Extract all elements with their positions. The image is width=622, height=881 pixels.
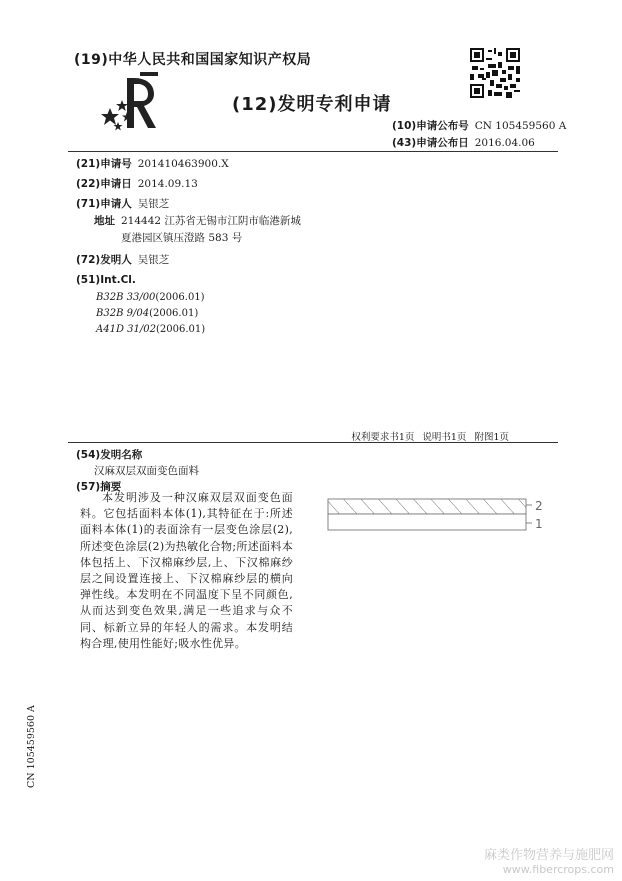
abstract-paragraph: 本发明涉及一种汉麻双层双面变色面料。它包括面料本体(1),其特征在于:所述面料本体(1)的表面涂有一层变色涂层(2),所述变色涂层(2)为热敏化合物;所述面料本体包括上、下汉棉麻纱层,上、下汉棉麻纱层之间设置连接上、下汉棉麻纱层的横向弹性线。本发明在不同温度下呈不同颜色,从而达到变色效果,满足一些追求与众不同、标新立异的年轻人的需求。本发明结构合理,使用性能好;吸水性优异。 bbox=[80, 491, 293, 650]
ipc-code: B32B 9/04 bbox=[96, 308, 150, 319]
ipc-version: (2006.01) bbox=[155, 324, 206, 335]
fabric-cross-section-figure bbox=[300, 490, 550, 540]
publication-date: 2016.04.06 bbox=[474, 137, 535, 149]
application-number-row bbox=[76, 156, 229, 171]
ipc-label bbox=[76, 274, 136, 286]
watermark-url: www.fibercrops.com bbox=[502, 863, 614, 876]
inventor-label: (72)发明人 bbox=[76, 254, 132, 266]
ipc-code: A41D 31/02 bbox=[96, 324, 156, 335]
abstract-label-text: (57)摘要 bbox=[76, 481, 122, 493]
page-counts: 权利要求书1页 说明书1页 附图1页 bbox=[351, 432, 509, 443]
ipc-class-row bbox=[96, 292, 205, 303]
publication-number: CN 105459560 A bbox=[474, 120, 567, 132]
header-divider bbox=[68, 151, 558, 152]
publication-date-row bbox=[392, 135, 535, 150]
title-label bbox=[76, 447, 142, 462]
application-number: 201410463900.X bbox=[137, 158, 229, 170]
ipc-version: (2006.01) bbox=[155, 292, 205, 303]
sipo-logo-icon bbox=[96, 68, 162, 132]
address-label: 地址 bbox=[94, 215, 115, 227]
page-counts-divider bbox=[68, 442, 558, 443]
figure-label-coating: 2 bbox=[535, 499, 543, 513]
ipc-version: (2006.01) bbox=[149, 308, 199, 319]
address-row bbox=[94, 213, 301, 228]
publication-number-label: (10)申请公布号 bbox=[392, 120, 469, 132]
address-line-1: 214442 江苏省无锡市江阴市临港新城 bbox=[121, 215, 301, 227]
applicant-row bbox=[76, 196, 169, 211]
application-number-label: (21)申请号 bbox=[76, 158, 132, 170]
applicant: 吴银芝 bbox=[137, 198, 170, 210]
filing-date: 2014.09.13 bbox=[137, 178, 198, 190]
ipc-class-row bbox=[96, 324, 205, 335]
document-type: (12)发明专利申请 bbox=[232, 94, 392, 115]
issuing-office: (19)中华人民共和国国家知识产权局 bbox=[74, 52, 312, 68]
invention-title: 汉麻双层双面变色面料 bbox=[94, 465, 199, 477]
title-label-text: (54)发明名称 bbox=[76, 449, 143, 461]
watermark-site-name: 麻类作物营养与施肥网 bbox=[483, 848, 614, 863]
ipc-label-text: (51)Int.Cl. bbox=[76, 274, 136, 286]
watermark bbox=[484, 844, 614, 876]
figure-label-fabric-body: 1 bbox=[535, 517, 543, 531]
abstract-text bbox=[80, 490, 293, 652]
inventor: 吴银芝 bbox=[137, 254, 170, 266]
ipc-class-row bbox=[96, 308, 198, 319]
side-publication-number: CN 105459560 A bbox=[26, 705, 37, 788]
inventor-row bbox=[76, 252, 169, 267]
address-line-2: 夏港园区镇压澄路 583 号 bbox=[121, 232, 243, 244]
filing-date-row bbox=[76, 176, 198, 191]
ipc-code: B32B 33/00 bbox=[96, 292, 156, 303]
filing-date-label: (22)申请日 bbox=[76, 178, 132, 190]
publication-number-row bbox=[392, 118, 566, 133]
applicant-label: (71)申请人 bbox=[76, 198, 132, 210]
qr-code-icon bbox=[470, 48, 520, 98]
publication-date-label: (43)申请公布日 bbox=[392, 137, 469, 149]
